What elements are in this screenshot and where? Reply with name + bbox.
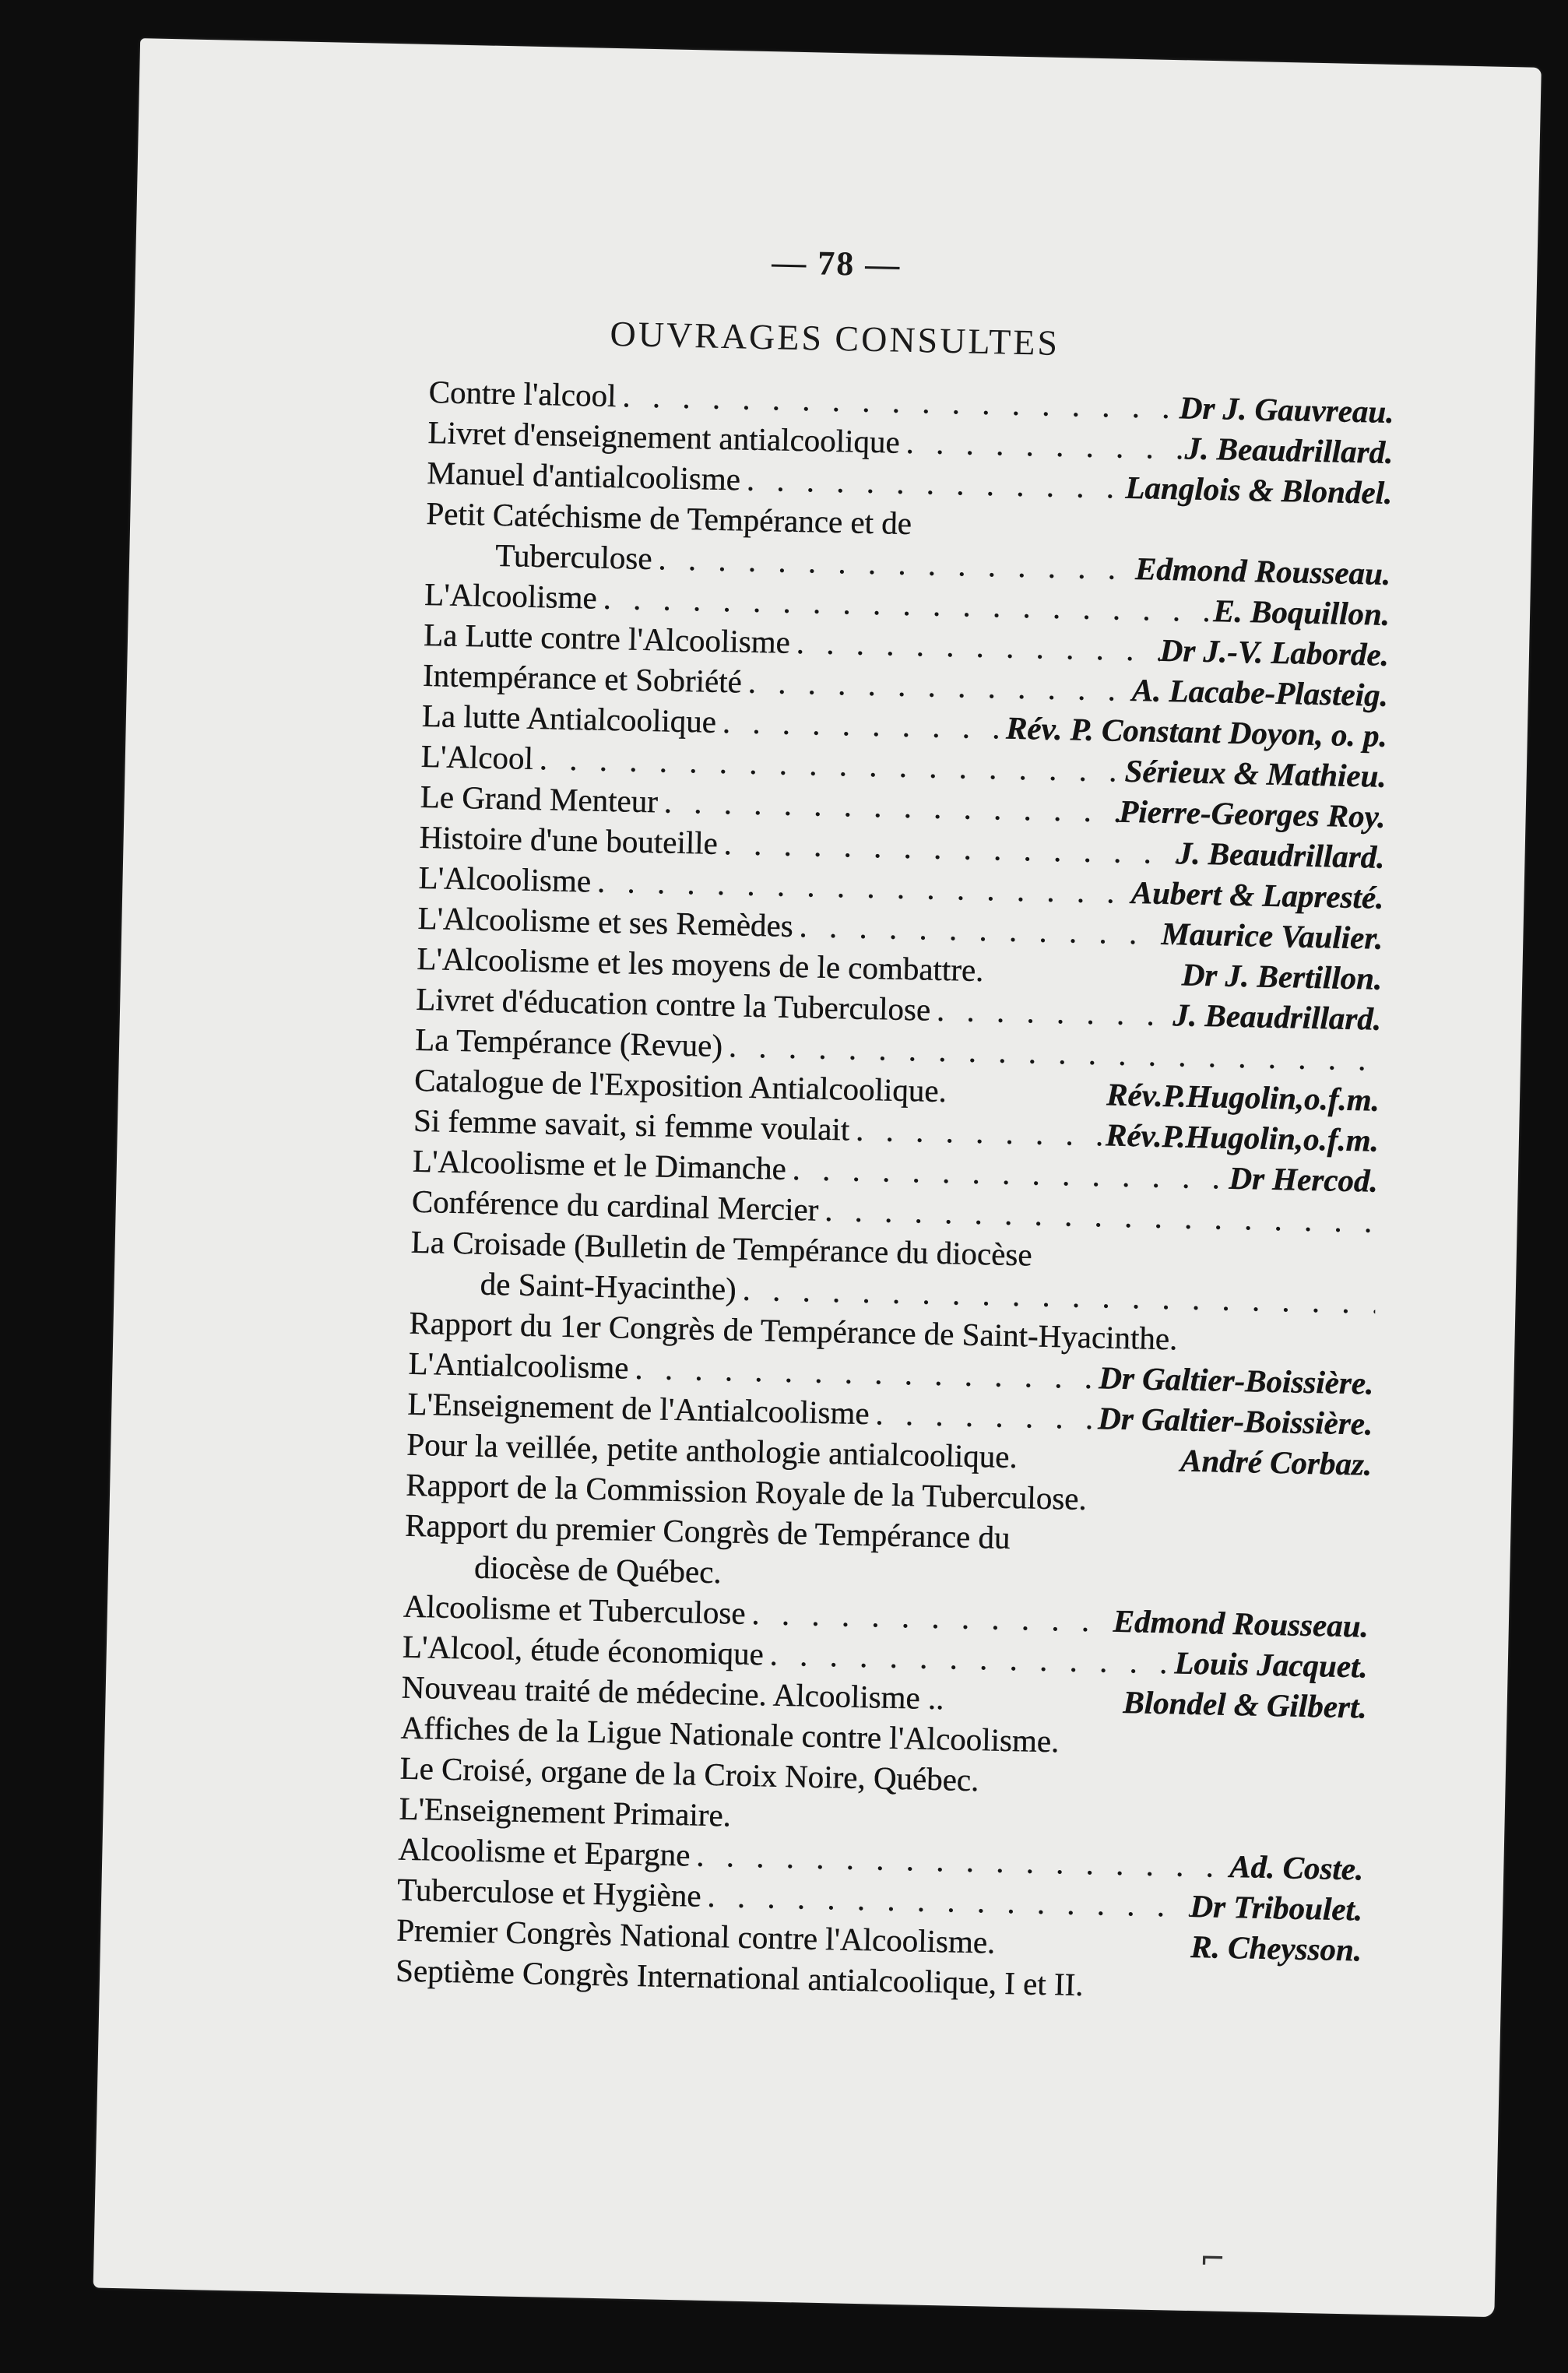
entry-author: Dr J. Bertillon.	[1181, 956, 1383, 997]
entry-author: Louis Jacquet.	[1174, 1644, 1369, 1685]
entry-spacer	[1177, 1349, 1374, 1353]
entry-title: Si femme savait, si femme voulait	[413, 1102, 850, 1148]
entry-author: J. Beaudrillard.	[1184, 430, 1394, 470]
entry-title: Nouveau traité de médecine. Alcoolisme ..	[401, 1668, 945, 1717]
entry-author: Rév. P. Constant Doyon, o. p.	[1005, 709, 1388, 754]
entry-title: Le Grand Menteur	[420, 778, 659, 820]
entry-spacer	[983, 981, 1181, 985]
entry-author: Maurice Vaulier.	[1161, 915, 1383, 956]
entry-title: L'Alcool	[420, 737, 534, 776]
entry-title: L'Antialcoolisme	[408, 1345, 629, 1386]
entry-title: diocèse de Québec.	[473, 1549, 722, 1591]
entry-title: La Croisade (Bulletin de Tempérance du diocèse	[410, 1223, 1033, 1273]
entry-title: Petit Catéchisme de Tempérance et de	[426, 494, 912, 542]
leader-dots	[930, 990, 1173, 1035]
entry-author: Langlois & Blondel.	[1125, 469, 1393, 511]
entry-title: Contre l'alcool	[428, 374, 617, 414]
leader-dots	[869, 1393, 1099, 1438]
entry-title: L'Alcool, étude économique	[402, 1628, 765, 1672]
entry-spacer	[1010, 1549, 1369, 1556]
entry-author: Dr Hercod.	[1229, 1159, 1379, 1199]
section-title: OUVRAGES CONSULTES	[610, 313, 1060, 363]
entry-title: Le Croisé, organe de la Croix Noire, Québec.	[399, 1749, 979, 1798]
book-page	[93, 38, 1542, 2317]
entry-title: L'Alcoolisme	[418, 859, 592, 899]
entry-title: L'Alcoolisme et les moyens de le combattre.	[417, 940, 984, 989]
entry-title: La Tempérance (Revue)	[414, 1021, 723, 1064]
entry-spacer	[947, 1102, 1106, 1105]
entry-author: Ad. Coste.	[1229, 1847, 1364, 1887]
page-number: — 78 —	[771, 243, 902, 284]
scan-mark: ⌐	[1199, 2241, 1226, 2277]
entry-spacer	[944, 1709, 1123, 1713]
entry-author: Rév.P.Hugolin,o.f.m.	[1105, 1116, 1380, 1158]
entry-author: Sérieux & Mathieu.	[1124, 752, 1387, 794]
entry-spacer	[995, 1953, 1190, 1957]
leader-dots	[899, 422, 1185, 469]
entry-author: Pierre-Georges Roy.	[1118, 793, 1387, 835]
entry-author: Edmond Rousseau.	[1113, 1602, 1369, 1644]
entry-title: Intempérance et Sobriété	[422, 656, 743, 700]
entry-title: Alcoolisme et Tuberculose	[403, 1587, 747, 1631]
leader-dots	[849, 1109, 1106, 1155]
entry-title: Affiches de la Ligue Nationale contre l'Alcoolisme.	[400, 1709, 1060, 1760]
entry-author: A. Lacabe-Plasteig.	[1131, 672, 1389, 713]
entry-spacer	[1032, 1265, 1376, 1272]
entry-title: L'Enseignement de l'Antialcoolisme	[407, 1385, 870, 1432]
entry-title: Alcoolisme et Epargne	[398, 1830, 691, 1873]
entry-title: L'Alcoolisme et ses Remèdes	[417, 899, 794, 944]
entry-author: Dr J. Gauvreau.	[1179, 389, 1394, 430]
entry-title: Conférence du cardinal Mercier	[411, 1183, 819, 1228]
entry-title: L'Enseignement Primaire.	[399, 1790, 732, 1833]
entry-title: Rapport du premier Congrès de Tempérance du	[404, 1506, 1011, 1556]
entry-author: Dr Triboulet.	[1190, 1887, 1363, 1928]
leader-dots	[715, 701, 1006, 748]
entry-author: Aubert & Lapresté.	[1130, 874, 1384, 916]
bibliography-list	[396, 371, 1394, 2011]
entry-title: Manuel d'antialcoolisme	[427, 454, 741, 497]
entry-author: Blondel & Gilbert.	[1123, 1684, 1368, 1725]
entry-author: Dr J.-V. Laborde.	[1159, 631, 1390, 673]
entry-title: Catalogue de l'Exposition Antialcoolique.	[413, 1061, 947, 1109]
entry-title: Rapport de la Commission Royale de la Tuberculose.	[405, 1466, 1088, 1517]
entry-title: Tuberculose	[494, 536, 653, 577]
entry-author: E. Boquillon.	[1212, 592, 1390, 632]
entry-spacer	[1059, 1752, 1366, 1758]
entry-author: Rév.P.Hugolin,o.f.m.	[1106, 1076, 1380, 1118]
entry-author: Dr Galtier-Boissière.	[1098, 1359, 1374, 1401]
entry-title: Septième Congrès International antialcoolique, I et II.	[395, 1952, 1085, 2003]
entry-title: Pour la veillée, petite anthologie antialcoolique.	[406, 1426, 1018, 1475]
entry-author: Edmond Rousseau.	[1134, 550, 1391, 592]
entry-spacer	[979, 1791, 1365, 1798]
entry-title: La Lutte contre l'Alcoolisme	[423, 616, 791, 660]
entry-spacer	[912, 534, 1391, 544]
entry-title: L'Alcoolisme	[424, 575, 598, 616]
entry-spacer	[1083, 1995, 1360, 2001]
entry-spacer	[1017, 1468, 1180, 1471]
entry-title: Rapport du 1er Congrès de Tempérance de Saint-Hyacinthe.	[409, 1304, 1178, 1357]
entry-title: Livret d'éducation contre la Tuberculose	[415, 980, 931, 1028]
entry-title: Livret d'enseignement antialcoolique	[427, 414, 901, 460]
entry-author: J. Beaudrillard.	[1172, 997, 1382, 1037]
entry-author: R. Cheysson.	[1190, 1928, 1362, 1968]
entry-title: Tuberculose et Hygiène	[396, 1871, 702, 1914]
entry-author: André Corbaz.	[1180, 1442, 1373, 1482]
entry-author: J. Beaudrillard.	[1176, 835, 1386, 875]
entry-title: de Saint-Hyacinthe)	[480, 1265, 737, 1307]
entry-title: Histoire d'une bouteille	[419, 818, 719, 861]
entry-title: Premier Congrès National contre l'Alcoolisme.	[396, 1911, 996, 1960]
entry-spacer	[1086, 1510, 1370, 1516]
entry-title: La lutte Antialcoolique	[421, 697, 717, 740]
entry-title: L'Alcoolisme et le Dimanche	[412, 1142, 787, 1186]
entry-author: Dr Galtier-Boissière.	[1097, 1400, 1373, 1442]
